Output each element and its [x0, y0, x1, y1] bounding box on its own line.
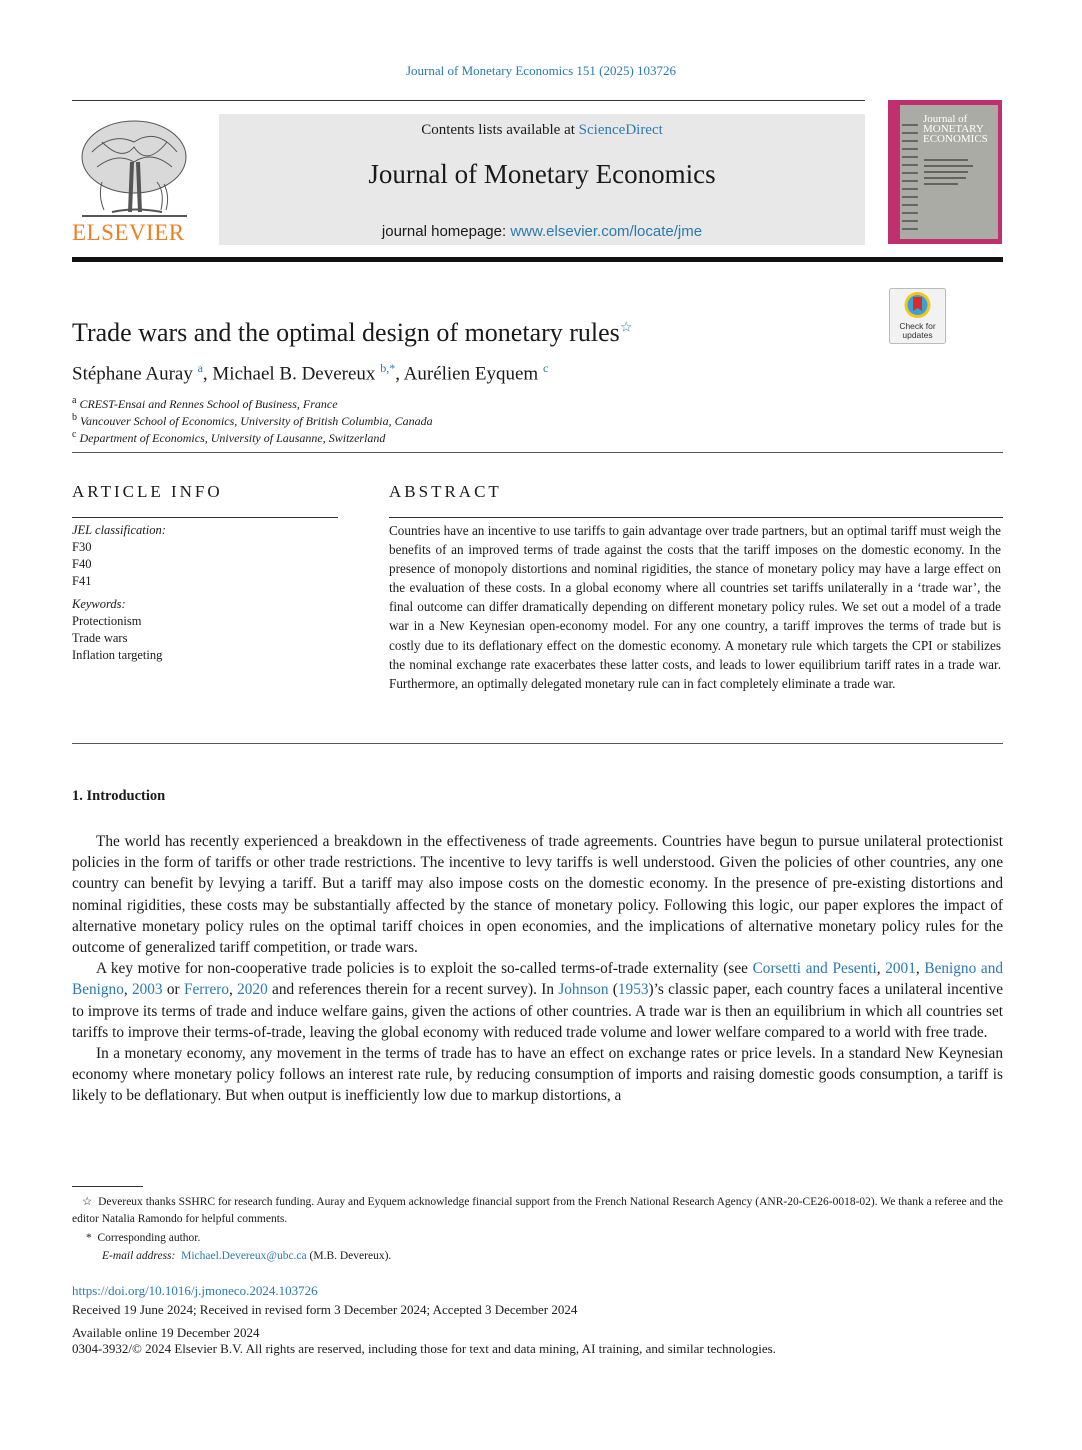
cover-title: Journal of MONETARY ECONOMICS	[923, 113, 988, 145]
homepage-prefix: journal homepage:	[381, 223, 511, 240]
footnote-text: Corresponding author.	[97, 1232, 201, 1244]
abstract-divider	[72, 743, 1003, 744]
affiliation-mark: b	[72, 412, 77, 423]
keyword: Protectionism	[72, 614, 142, 628]
affiliation-text: CREST-Ensai and Rennes School of Business, France	[79, 397, 338, 411]
email-link[interactable]: Michael.Devereux@ubc.ca	[181, 1250, 307, 1262]
footnote-mark: *	[86, 1232, 92, 1244]
introduction-body	[72, 831, 1003, 1107]
article-info-panel	[72, 522, 166, 664]
text-run: ,	[228, 981, 238, 999]
author-affiliation-link[interactable]: c	[542, 361, 549, 375]
sciencedirect-link[interactable]: ScienceDirect	[578, 122, 663, 138]
author-name: Aurélien Eyquem	[403, 363, 539, 385]
footnote-acknowledgment	[72, 1194, 1003, 1228]
affiliation	[72, 412, 433, 429]
affiliation	[72, 395, 338, 412]
jel-label: JEL classification:	[72, 523, 166, 537]
keywords-label: Keywords:	[72, 597, 126, 611]
footnote-rule	[72, 1186, 143, 1187]
article-info-rule	[72, 517, 338, 518]
author-name: Michael B. Devereux	[212, 363, 376, 385]
contents-prefix: Contents lists available at	[421, 122, 579, 138]
footnote-mark: ☆	[82, 1196, 93, 1208]
article-info-heading: ARTICLE INFO	[72, 482, 223, 501]
text-run: ,	[876, 960, 886, 978]
publisher-name: ELSEVIER	[72, 220, 185, 245]
abstract-text: Countries have an incentive to use tariffs to gain advantage over trade partners, but an optimal tariff must weigh the benefits of an improved terms of trade against the costs that the tariff imposes on the domestic economy. In the presence of monopoly distortions and nominal rigidities, the stance of monetary policy may have a large effect on the evaluation of these costs. In a global economy where all countries set tariffs unilaterally in a ‘trade war’, the final outcome can differ dramatically depending on different monetary policy rules. We set out a model of a trade war in a New Keynesian open-economy model. For any one country, a tariff improves the terms of trade but is costly due to its deflationary effect on the domestic economy. A monetary rule which targets the CPI or stabilizes the nominal exchange rate exacerbates these latter costs, and leads to lower equilibrium tariff rates in a trade war. Furthermore, an optimally delegated monetary rule can in fact completely eliminate a trade war.	[389, 523, 1001, 691]
homepage-line	[219, 223, 865, 240]
text-run: and references therein for a recent survey). In	[267, 981, 559, 999]
author-affiliation-link[interactable]: b,*	[380, 361, 396, 375]
available-online: Available online 19 December 2024	[72, 1325, 260, 1340]
author-affiliation-link[interactable]: a	[197, 361, 203, 375]
footnote-text: Devereux thanks SSHRC for research funding. Auray and Eyquem acknowledge financial support from the French National Research Agency (ANR-20-CE26-0018-02). We thank a referee and the editor Natalia Ramondo for helpful comments.	[72, 1196, 1003, 1225]
jel-code: F30	[72, 540, 92, 554]
homepage-link[interactable]: www.elsevier.com/locate/jme	[510, 223, 703, 240]
affiliation-text: Department of Economics, University of Lausanne, Switzerland	[79, 431, 386, 445]
paragraph: The world has recently experienced a breakdown in the effectiveness of trade agreements. Countries have begun to pursue unilateral protectionist policies in the form of tariffs or other trade restrictions. The incentive to levy tariffs is well understood. Given the policies of other countries, any one country can benefit by levying a tariff. But a tariff may also impose costs on the domestic economy. In the presence of pre-existing distortions and nominal rigidities, these costs may be substantially affected by the stance of monetary policy. Following this logic, our paper explores the impact of alternative monetary policy rules on the optimal tariff choices in open economies, and the implications of alternative monetary policy rules for the outcome of generalized tariff competition, or trade wars.	[72, 833, 1003, 957]
text-run: ,	[915, 960, 925, 978]
citation-link[interactable]: Johnson	[558, 981, 609, 999]
text-run: or	[162, 981, 184, 999]
copyright: 0304-3932/© 2024 Elsevier B.V. All rights are reserved, including those for text and data mining, AI training, and similar technologies.	[72, 1341, 776, 1356]
email-suffix: (M.B. Devereux).	[306, 1250, 392, 1262]
affiliations-divider	[72, 452, 1003, 453]
journal-masthead	[219, 114, 865, 245]
text-run: )’s classic paper, each country faces a unilateral incentive to improve its terms of trade and induce welfare gains, given the actions of other countries. A trade war is then an equilibrium in which all countries set tariffs to improve their terms-of-trade, leaving the global economy with reduced trade volume and lower welfare compared to a world with free trade.	[72, 981, 1003, 1041]
text-run: A key motive for non-cooperative trade policies is to exploit the so-called terms-of-trade externality (see	[96, 960, 753, 978]
author-name: Stéphane Auray	[72, 363, 193, 385]
doi-link[interactable]: https://doi.org/10.1016/j.jmoneco.2024.103726	[72, 1283, 318, 1298]
jel-code: F40	[72, 557, 92, 571]
contents-line	[219, 122, 865, 139]
email-label: E-mail address:	[102, 1250, 176, 1262]
citation-link[interactable]: 2003	[131, 981, 163, 999]
paragraph: In a monetary economy, any movement in the terms of trade has to have an effect on exchange rates or price levels. In a standard New Keynesian economy where monetary policy follows an interest rate rule, by reducing consumption of imports and raising domestic goods consumption, a tariff is likely to be deflationary. But when output is inefficiently low due to markup distortions, a	[72, 1045, 1003, 1105]
footnote-corresponding	[72, 1230, 1003, 1247]
keyword: Trade wars	[72, 631, 128, 645]
section-heading: 1. Introduction	[72, 788, 166, 804]
title-footnote-link[interactable]: ☆	[619, 320, 633, 336]
affiliation-mark: a	[72, 395, 77, 406]
keyword: Inflation targeting	[72, 648, 163, 662]
article-title	[72, 318, 632, 348]
jel-code: F41	[72, 574, 92, 588]
citation-link[interactable]: 1953	[617, 981, 649, 999]
paragraph	[72, 958, 1003, 1043]
citation-link[interactable]: Benigno and Benigno	[72, 960, 1003, 999]
citation-link[interactable]: Corsetti and Pesenti	[752, 960, 877, 978]
affiliation	[72, 429, 385, 446]
text-run: (	[608, 981, 618, 999]
abstract-heading: ABSTRACT	[389, 482, 502, 501]
journal-citation-link[interactable]: Journal of Monetary Economics 151 (2025) 103726	[405, 63, 677, 78]
citation-link[interactable]: 2020	[237, 981, 268, 999]
header-divider	[72, 100, 865, 101]
received-dates: Received 19 June 2024; Received in revised form 3 December 2024; Accepted 3 December 2024	[72, 1302, 578, 1317]
footnote-email	[72, 1248, 1003, 1265]
journal-cover	[888, 100, 1002, 244]
header-thick-rule	[72, 257, 1003, 262]
abstract-rule	[389, 517, 1003, 518]
journal-title: Journal of Monetary Economics	[368, 159, 716, 189]
elsevier-logo	[72, 112, 202, 247]
author-list: Stéphane Auray $^a$, Michael B. Devereux $^{b,*}$, Aurélien Eyquem $^c$	[72, 361, 549, 385]
citation-link[interactable]: Ferrero	[183, 981, 229, 999]
check-for-updates-button[interactable]	[889, 288, 946, 344]
check-for-updates-label: Check for updates	[899, 321, 936, 340]
article-title-text: Trade wars and the optimal design of monetary rules	[72, 318, 620, 347]
citation-link[interactable]: 2001	[885, 960, 916, 978]
affiliation-mark: c	[72, 429, 77, 440]
text-run: ,	[123, 981, 132, 999]
affiliation-text: Vancouver School of Economics, University of British Columbia, Canada	[80, 414, 433, 428]
